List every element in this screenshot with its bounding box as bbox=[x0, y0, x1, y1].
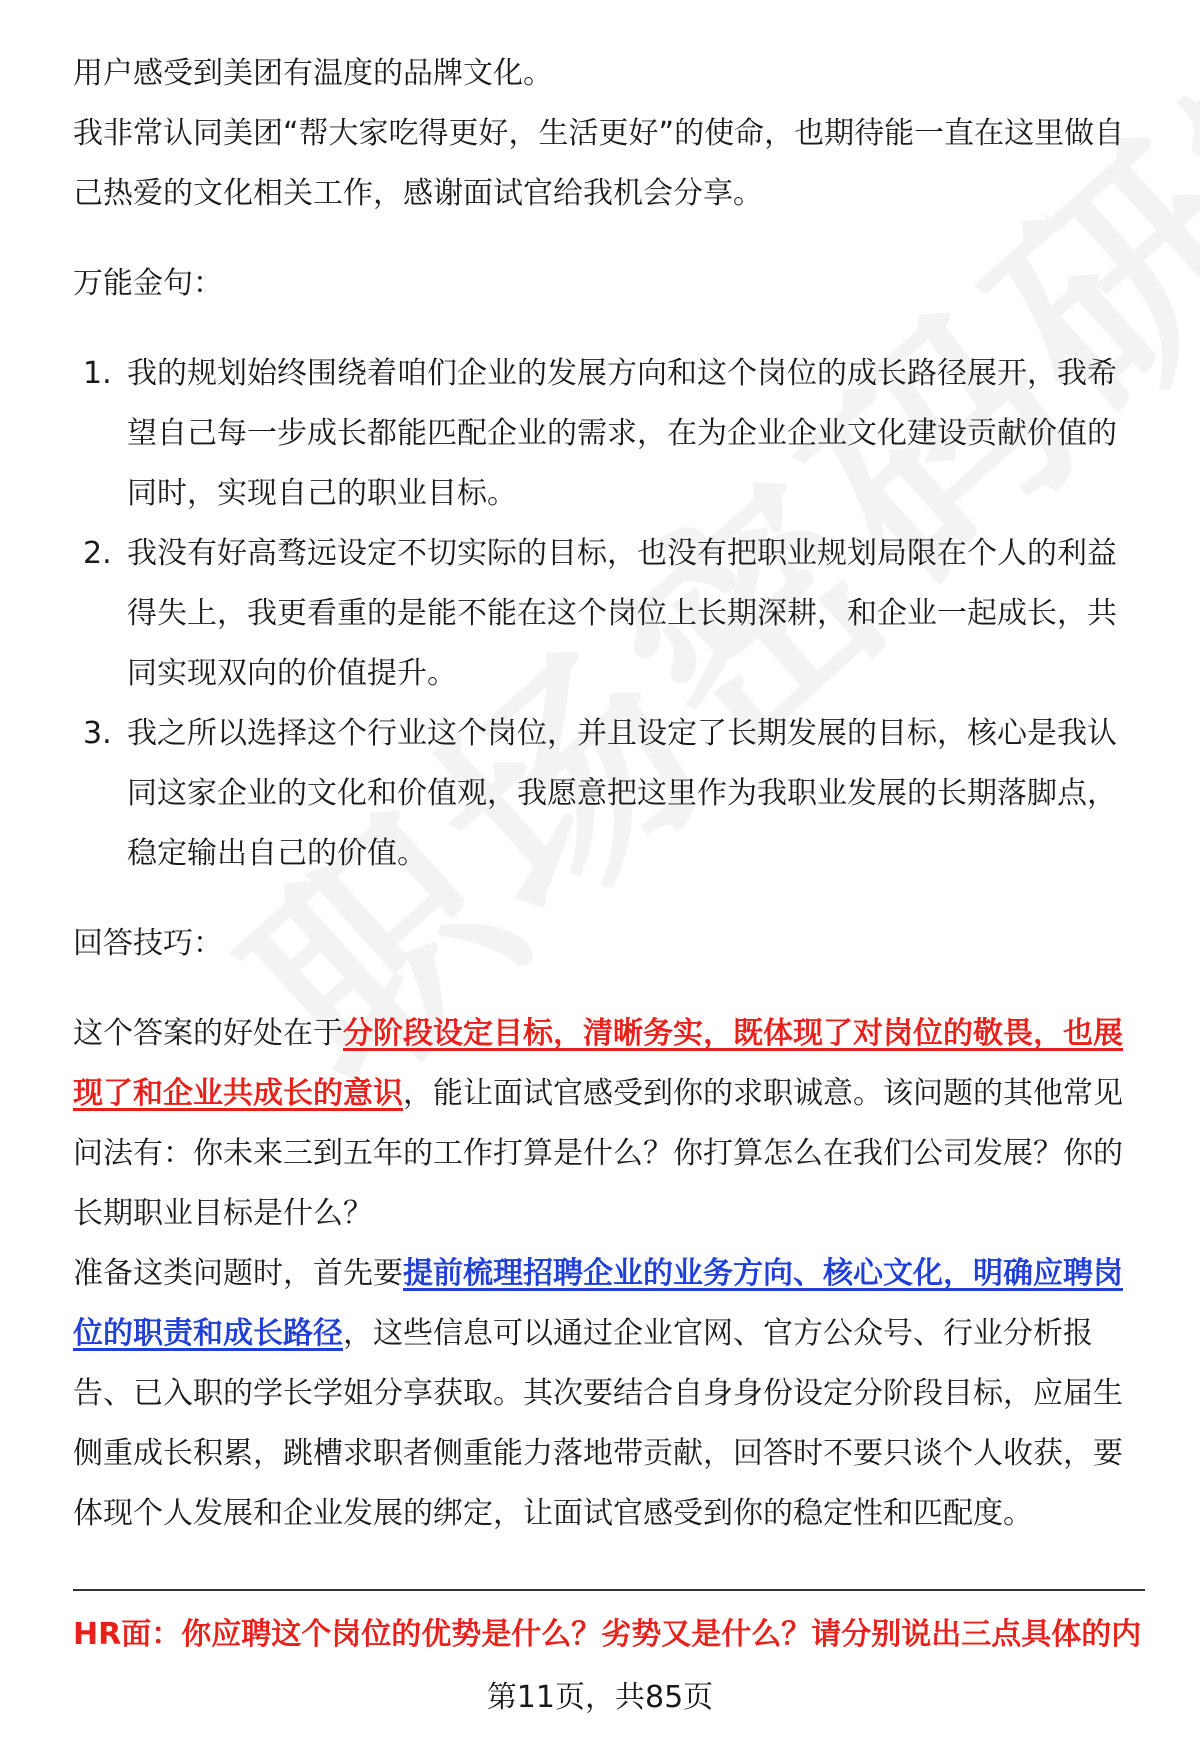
list-number: 2. bbox=[83, 536, 112, 571]
list-text: 我没有好高骛远设定不切实际的目标，也没有把职业规划局限在个人的利益得失上，我更看重的是能不能在这个岗位上长期深耕，和企业一起成长，共同实现双向的价值提升。 bbox=[127, 536, 1117, 691]
list-text: 我之所以选择这个行业这个岗位，并且设定了长期发展的目标，核心是我认同这家企业的文化和价值观，我愿意把这里作为我职业发展的长期落脚点，稳定输出自己的价值。 bbox=[127, 716, 1117, 871]
tips-paragraph-2 bbox=[73, 1244, 1145, 1544]
tips-paragraph-1 bbox=[73, 1004, 1145, 1244]
tips-p2-after: ，这些信息可以通过企业官网、官方公众号、行业分析报告、已入职的学长学姐分享获取。其次要结合自身身份设定分阶段目标，应届生侧重成长积累，跳槽求职者侧重能力落地带贡献，回答时不要只谈个人收获，要体现个人发展和企业发展的绑定，让面试官感受到你的稳定性和匹配度。 bbox=[73, 1316, 1123, 1531]
list-number: 3. bbox=[83, 716, 112, 751]
intro-line-2: 我非常认同美团“帮大家吃得更好，生活更好”的使命，也期待能一直在这里做自己热爱的文化相关工作，感谢面试官给我机会分享。 bbox=[73, 116, 1125, 211]
tips-heading: 回答技巧： bbox=[73, 926, 223, 961]
list-number: 1. bbox=[83, 356, 112, 391]
intro-line-1: 用户感受到美团有温度的品牌文化。 bbox=[73, 56, 553, 91]
next-question-heading: HR面：你应聘这个岗位的优势是什么？劣势又是什么？请分别说出三点具体的内 bbox=[73, 1617, 1142, 1652]
document-body bbox=[73, 0, 1145, 1544]
divider bbox=[73, 1589, 1145, 1591]
tips-p2-highlight: 提前梳理招聘企业的业务方向、核心文化，明确应聘岗位的职责和成长路径 bbox=[73, 1256, 1123, 1351]
tips-p1-before: 这个答案的好处在于 bbox=[73, 1016, 343, 1051]
golden-heading: 万能金句： bbox=[73, 266, 223, 301]
tips-p2-before: 准备这类问题时，首先要 bbox=[73, 1256, 403, 1291]
tips-p1-highlight: 分阶段设定目标，清晰务实，既体现了对岗位的敬畏，也展现了和企业共成长的意识 bbox=[73, 1016, 1123, 1111]
golden-list bbox=[73, 344, 1145, 884]
list-item bbox=[73, 704, 1145, 884]
list-item bbox=[73, 524, 1145, 704]
list-item bbox=[73, 344, 1145, 524]
list-text: 我的规划始终围绕着咱们企业的发展方向和这个岗位的成长路径展开，我希望自己每一步成长都能匹配企业的需求，在为企业企业文化建设贡献价值的同时，实现自己的职业目标。 bbox=[127, 356, 1117, 511]
page-number: 第11页，共85页 bbox=[486, 1680, 714, 1715]
tips-p1-after: ，能让面试官感受到你的求职诚意。该问题的其他常见问法有：你未来三到五年的工作打算是什么？你打算怎么在我们公司发展？你的长期职业目标是什么？ bbox=[73, 1076, 1123, 1231]
